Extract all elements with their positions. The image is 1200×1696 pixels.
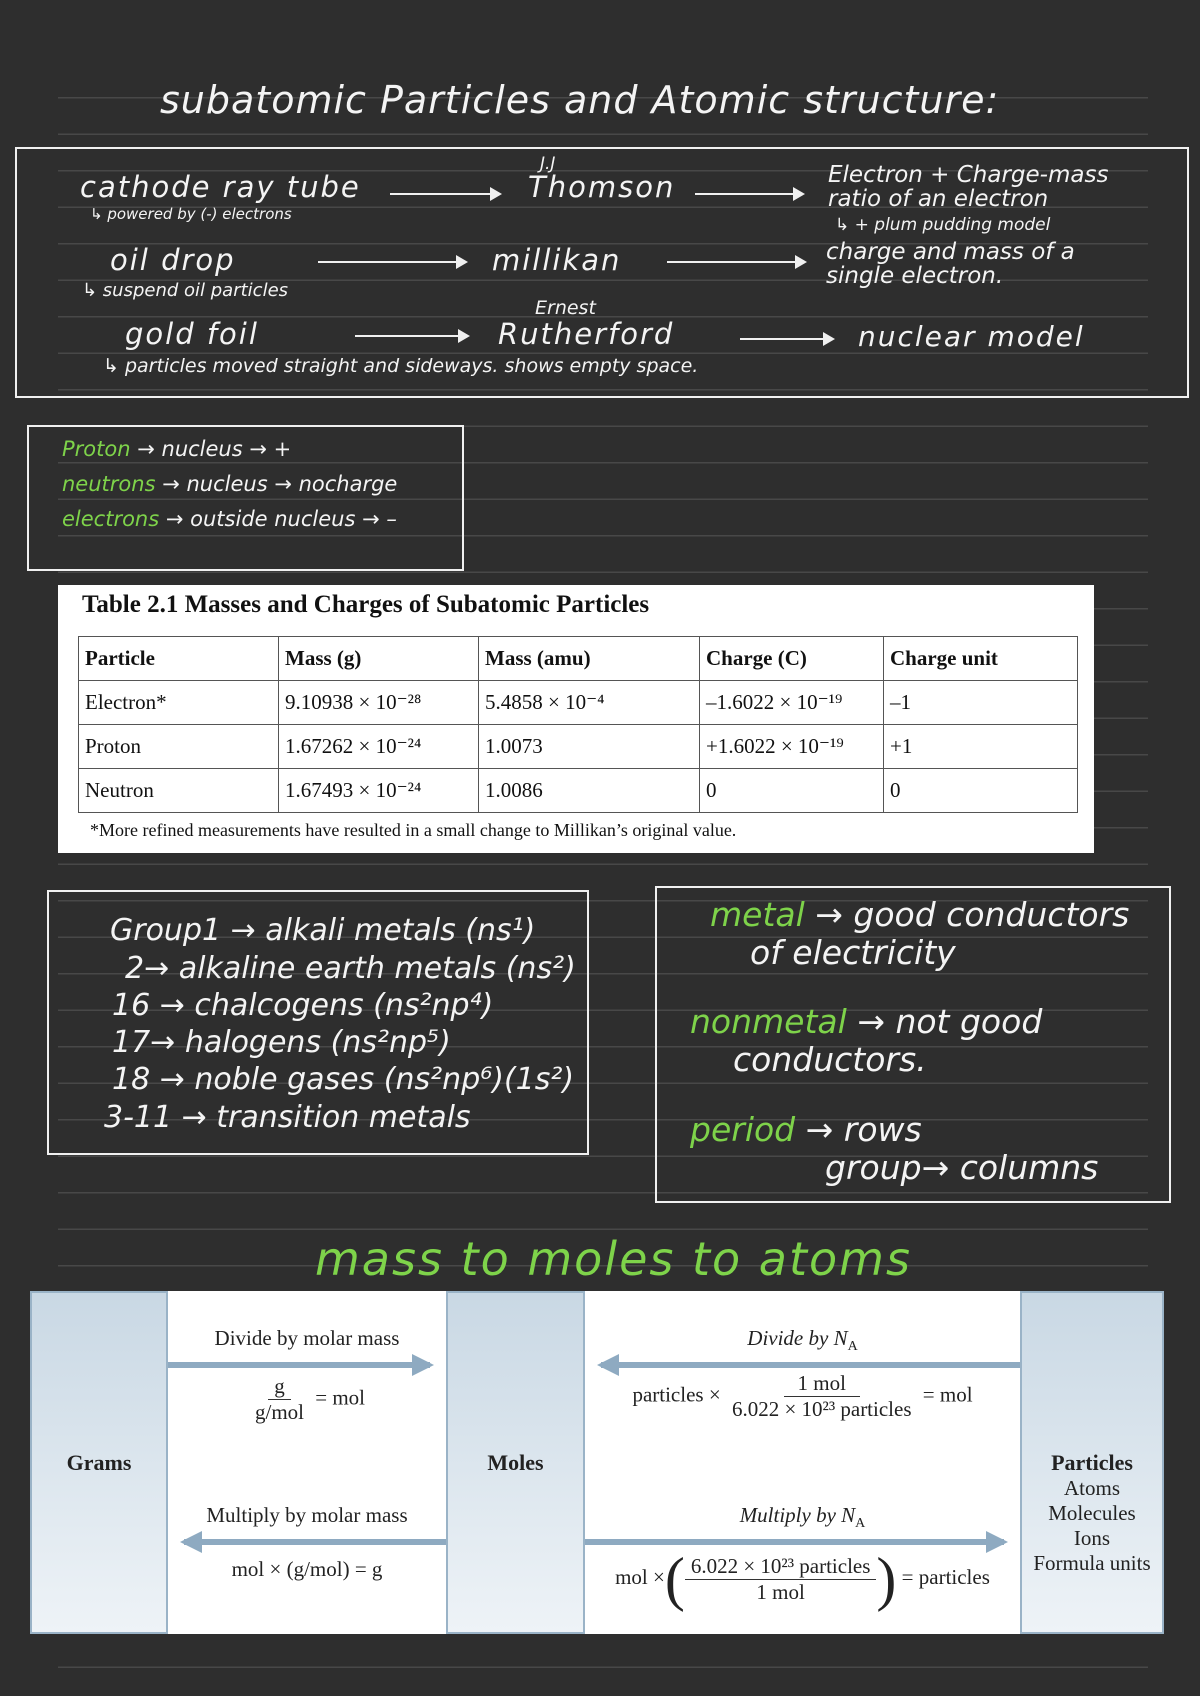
subatomic-table-card [58,585,1094,853]
nonmetal-line [690,1002,1042,1041]
nonmetal-desc-cont: conductors. [733,1040,927,1079]
table-cell: +1 [884,725,1078,769]
group-line: 2→ alkaline earth metals (ns²) [125,951,576,986]
divide-molar-label: Divide by molar mass [214,1326,400,1350]
table-header: Charge (C) [700,637,884,681]
moles-to-grams-formula: mol × (g/mol) = g [231,1557,383,1581]
particle-electron [62,507,397,531]
frac-den: g/mol [254,1400,304,1424]
result-thomson: Electron + Charge-mass ratio of an electron [828,162,1109,212]
period-desc: → rows [805,1110,922,1149]
experiment-note: ↳ particles moved straight and sideways. shows empty space. [103,355,699,377]
particle-proton [62,437,291,461]
nonmetal-desc: → not good [857,1002,1043,1041]
paren-open: ( [664,1546,685,1612]
paren-close: ) [876,1546,897,1612]
experiment-note: ↳ suspend oil particles [82,280,289,301]
particle-desc: → outside nucleus → – [165,507,397,531]
group-line: 18 → noble gases (ns²np⁶)(1s²) [112,1062,575,1097]
experiment-cathode-ray: cathode ray tube [80,170,361,204]
frac-den: 6.022 × 10²³ particles [731,1397,912,1421]
multiply-na-label [585,1503,1020,1532]
mol-x: mol × [615,1564,665,1589]
arrow-icon [318,261,466,263]
experiment-oil-drop: oil drop [110,243,236,277]
scientist-thomson: Thomson [528,170,676,204]
divide-na-label [585,1326,1020,1355]
frac-den: 1 mol [756,1579,805,1604]
particles-title: Particles [1051,1449,1133,1475]
table-header: Mass (amu) [479,637,700,681]
result-millikan: charge and mass of a single electron. [826,239,1075,289]
particles-item: Formula units [1033,1550,1151,1575]
left-arrow-icon [184,1539,446,1545]
period-line [690,1110,922,1149]
arrow-icon [355,335,468,337]
subatomic-table [78,636,1078,813]
group-line: 16 → chalcogens (ns²np⁴) [112,988,494,1023]
fraction [249,1374,310,1425]
scientist-prefix: J.J [540,154,556,174]
group-line: 3-11 → transition metals [104,1100,471,1135]
scientist-rutherford: Rutherford [498,317,675,351]
table-cell: 1.0086 [479,769,700,813]
table-row [79,725,1078,769]
result-rutherford: nuclear model [858,320,1085,353]
table-cell: –1.6022 × 10⁻¹⁹ [700,681,884,725]
result-note: ↳ + plum pudding model [835,215,1051,235]
page-title: subatomic Particles and Atomic structure: [160,78,1000,122]
particle-desc: → nucleus → + [137,437,292,461]
right-arrow-icon [168,1362,430,1368]
group-line: 17→ halogens (ns²np⁵) [112,1025,451,1060]
term-nonmetal: nonmetal [690,1002,847,1041]
particle-desc: → nucleus → nocharge [162,472,398,496]
fraction [685,1554,877,1605]
particle-name: neutrons [62,472,156,496]
arrow-icon [740,338,833,340]
eq-particles: = particles [901,1564,990,1589]
table-cell: 0 [884,769,1078,813]
grams-label: Grams [66,1449,132,1475]
table-cell: 1.67493 × 10⁻²⁴ [279,769,479,813]
frac-num: 6.022 × 10²³ particles [685,1554,877,1580]
multiply-na-text: Multiply by N [739,1503,856,1527]
arrow-icon [390,193,500,195]
table-cell: Electron* [79,681,279,725]
table-cell: –1 [884,681,1078,725]
particle-name: Proton [62,437,131,461]
eq-mol: = mol [315,1385,366,1410]
table-cell: 1.0073 [479,725,700,769]
frac-num: g [268,1374,291,1400]
left-arrow-icon [601,1362,1020,1368]
metal-desc-cont: of electricity [750,933,956,972]
scientist-millikan: millikan [492,243,622,277]
table-footnote: *More refined measurements have resulted in a small change to Millikan’s original value. [90,820,737,840]
scientist-prefix: Ernest [535,297,596,319]
group-line: Group1 → alkali metals (ns¹) [110,913,536,948]
moles-to-particles-formula [585,1546,1020,1612]
frac-num: 1 mol [784,1371,860,1397]
table-header-row [79,637,1078,681]
conversion-heading: mass to moles to atoms [315,1232,912,1286]
na-subscript: A [847,1339,858,1355]
arrow-icon [667,261,805,263]
multiply-molar-label: Multiply by molar mass [206,1503,408,1527]
grams-to-moles-formula [168,1374,446,1425]
moles-label: Moles [487,1449,544,1475]
table-header: Mass (g) [279,637,479,681]
group-columns-line: group→ columns [825,1148,1099,1187]
metal-desc: → good conductors [815,895,1130,934]
table-cell: +1.6022 × 10⁻¹⁹ [700,725,884,769]
fraction [726,1371,918,1422]
table-header: Charge unit [884,637,1078,681]
divide-na-text: Divide by N [747,1326,848,1350]
grams-column [30,1291,168,1634]
particles-item: Ions [1073,1525,1111,1550]
conversion-diagram [30,1291,1164,1634]
particles-x: particles × [632,1382,721,1407]
particles-column [1020,1291,1164,1634]
moles-column [446,1291,585,1634]
table-cell: Proton [79,725,279,769]
table-row [79,769,1078,813]
metal-line [710,895,1129,934]
table-cell: 0 [700,769,884,813]
table-cell: 5.4858 × 10⁻⁴ [479,681,700,725]
table-caption: Table 2.1 Masses and Charges of Subatomic Particles [82,591,650,618]
particle-neutron [62,472,397,496]
arrow-icon [695,193,803,195]
table-cell: 9.10938 × 10⁻²⁸ [279,681,479,725]
table-row [79,681,1078,725]
eq-mol: = mol [922,1382,973,1407]
table-cell: Neutron [79,769,279,813]
particles-item: Atoms [1063,1475,1120,1500]
na-subscript: A [855,1516,866,1532]
term-metal: metal [710,895,805,934]
particles-to-moles-formula [585,1371,1020,1422]
table-header: Particle [79,637,279,681]
right-arrow-icon [585,1539,1004,1545]
experiment-gold-foil: gold foil [125,317,259,351]
particles-item: Molecules [1048,1500,1136,1525]
term-period: period [690,1110,796,1149]
table-cell: 1.67262 × 10⁻²⁴ [279,725,479,769]
experiment-note: ↳ powered by (-) electrons [90,205,292,223]
particle-name: electrons [62,507,160,531]
